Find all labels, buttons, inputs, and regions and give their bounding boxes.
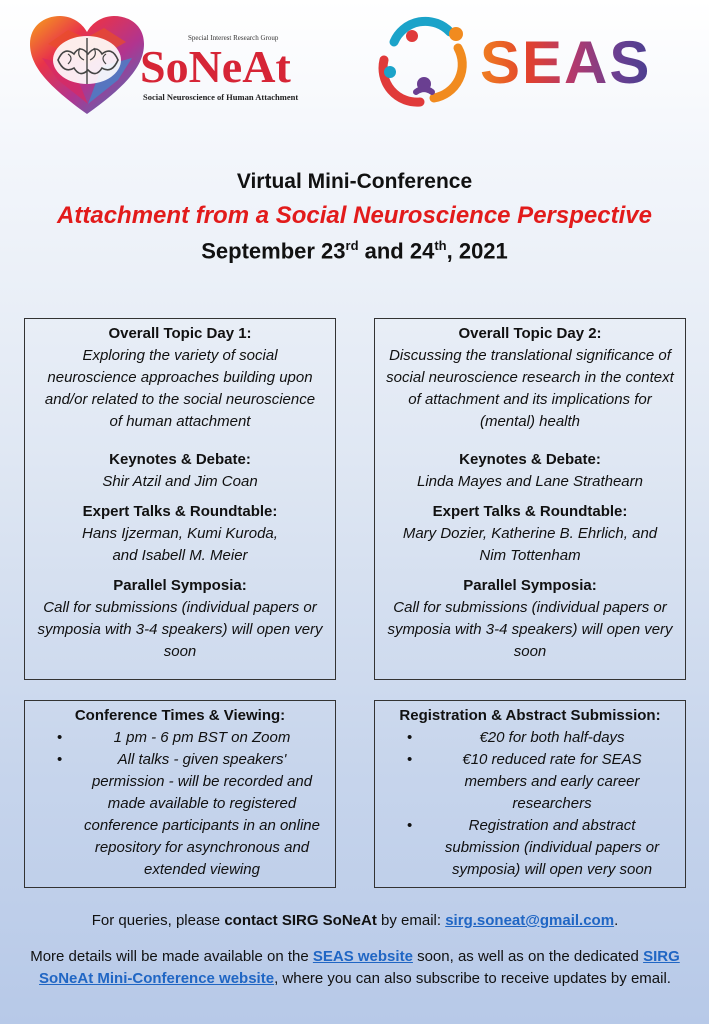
day2-symposia: Call for submissions (individual papers or symposia with 3-4 speakers) will open very soon [387,599,673,660]
mini-conference-website-link[interactable]: SIRG SoNeAt Mini-Conference website [39,948,680,987]
day2-keynotes: Linda Mayes and Lane Strathearn [417,473,643,490]
day1-keynotes: Shir Atzil and Jim Coan [102,473,258,490]
details-pre: More details will be made available on the [30,948,313,965]
registration-item: • €20 for both half-days [383,727,677,749]
registration-heading: Registration & Abstract Submission: [399,707,661,724]
day1-heading: Overall Topic Day 1: [108,325,252,342]
details-paragraph [30,946,680,990]
details-mid: soon, as well as on the dedicated [412,948,644,965]
soneat-name: SoNeAt [140,41,291,92]
day1-symposia: Call for submissions (individual papers or symposia with 3-4 speakers) will open very soon [37,599,323,660]
day2-expert: Mary Dozier, Katherine B. Ehrlich, and Nim Tottenham [402,525,658,564]
date-part-2: and 24 [358,238,435,264]
soneat-top-text: Special Interest Research Group [188,34,279,42]
day2-expert-heading: Expert Talks & Roundtable: [432,503,628,520]
day2-box [374,318,686,680]
date-part-1: September 23 [201,238,346,264]
event-title: Attachment from a Social Neuroscience Perspective [57,202,652,229]
email-link[interactable]: sirg.soneat@gmail.com [445,912,615,929]
queries-mid: by email: [376,912,446,929]
times-item: • All talks - given speakers' permission - will be recorded and made available to registered conference participants in an online repository for asynchronous and extended viewing [33,749,327,881]
day2-keynotes-heading: Keynotes & Debate: [459,451,601,468]
day2-topic: Discussing the translational significance of social neuroscience research in the context of attachment and its implications for (mental) health [386,347,674,430]
day1-box [24,318,336,680]
queries-end: . [614,912,619,929]
day2-symposia-heading: Parallel Symposia: [463,577,597,594]
soneat-subtitle: Social Neuroscience of Human Attachment [143,92,299,102]
details-end: , where you can also subscribe to receive updates by email. [274,970,671,987]
day1-expert: Hans Ijzerman, Kumi Kuroda, and Isabell M. Meier [82,525,278,564]
day1-topic: Exploring the variety of social neuroscience approaches building upon and/or related to the social neuroscience of human attachment [44,347,316,430]
times-heading: Conference Times & Viewing: [74,707,286,724]
soneat-logo [22,10,342,120]
date-part-3: , 2021 [446,238,508,264]
registration-item: • Registration and abstract submission (individual papers or symposia) will open very soon [383,815,677,881]
day2-heading: Overall Topic Day 2: [458,325,602,342]
registration-box [374,700,686,888]
conference-times-box [24,700,336,888]
times-item: • 1 pm - 6 pm BST on Zoom [33,727,327,749]
day1-keynotes-heading: Keynotes & Debate: [109,451,251,468]
day1-symposia-heading: Parallel Symposia: [113,577,247,594]
brain-heart-icon [28,14,146,118]
date-suffix-2: th [434,238,447,253]
day1-expert-heading: Expert Talks & Roundtable: [82,503,278,520]
event-dates [0,238,709,264]
registration-item: • €10 reduced rate for SEAS members and early career researchers [383,749,677,815]
queries-contact: contact SIRG SoNeAt [224,912,377,929]
date-suffix-1: rd [345,238,359,253]
seas-figures-icon [372,12,472,108]
queries-pre: For queries, please [91,912,225,929]
event-type-heading: Virtual Mini-Conference [236,170,473,193]
seas-wordmark: SEAS [480,29,652,96]
queries-line [30,910,680,932]
seas-website-link[interactable]: SEAS website [312,948,413,965]
seas-logo [370,12,690,112]
